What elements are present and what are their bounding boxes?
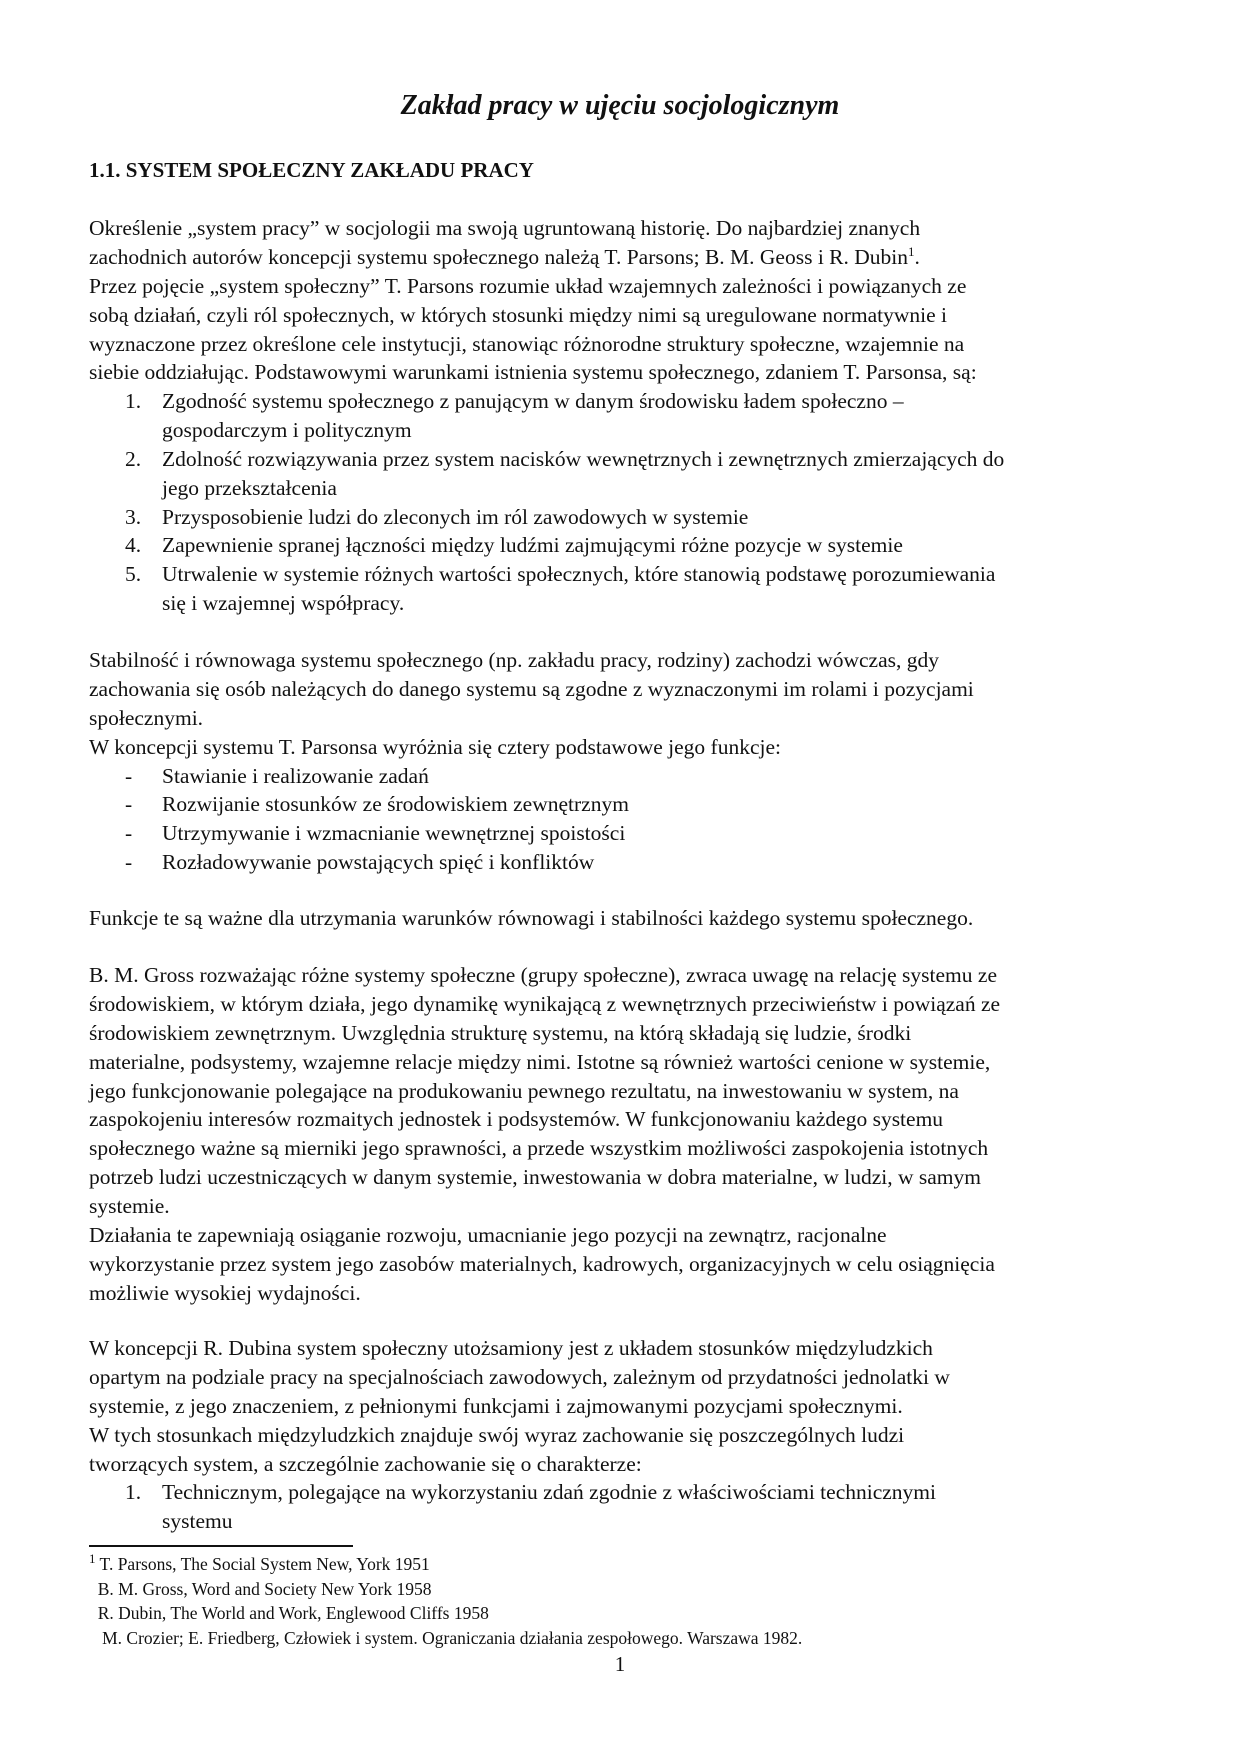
document-title: Zakład pracy w ujęciu socjologicznym	[400, 90, 840, 121]
text-line: Stabilność i równowaga systemu społecznego (np. zakładu pracy, rodziny) zachodzi wówczas, gdy	[89, 648, 939, 672]
list-item	[89, 503, 1004, 532]
list-number: 4.	[125, 533, 142, 558]
footnote-line: R. Dubin, The World and Work, Englewood Cliffs 1958	[89, 1603, 489, 1623]
bullet-marker: -	[125, 850, 133, 875]
text-line: siebie oddziałując. Podstawowymi warunkami istnienia systemu społecznego, zdaniem T. Parsonsa, są:	[89, 360, 977, 385]
list-number: 3.	[125, 504, 142, 529]
text-line: tworzących system, a szczególnie zachowanie się o charakterze:	[89, 1451, 642, 1476]
text-line: Zdolność rozwiązywania przez system nacisków wewnętrznych i zewnętrznych zmierzających do	[162, 446, 1005, 471]
text-line: się i wzajemnej współpracy.	[162, 591, 405, 616]
text-line: Przez pojęcie „system społeczny” T. Parsons rozumie układ wzajemnych zależności i powiązanych ze	[89, 273, 967, 298]
footnote-line: B. M. Gross, Word and Society New York 1958	[89, 1578, 432, 1599]
bullet-item	[89, 762, 974, 791]
text-line: Zapewnienie spranej łączności między ludźmi zajmującymi różne pozycje w systemie	[162, 533, 903, 558]
list-item	[89, 1478, 950, 1536]
list-item	[89, 560, 1004, 618]
text-line: wykorzystanie przez system jego zasobów materialnych, kadrowych, organizacyjnych w celu osiągnięcia	[89, 1251, 995, 1276]
text-line: W tych stosunkach międzyludzkich znajduje swój wyraz zachowanie się poszczególnych ludzi	[89, 1422, 905, 1447]
conditions-list	[89, 387, 1004, 618]
paragraph-stability	[89, 646, 974, 877]
text-line: Stawianie i realizowanie zadań	[162, 763, 429, 788]
text-line	[89, 243, 977, 272]
list-number: 5.	[125, 562, 142, 587]
paragraph-intro	[89, 214, 977, 387]
text-line: systemie.	[89, 1194, 170, 1219]
footnote-separator	[89, 1545, 353, 1547]
list-number: 1.	[125, 389, 142, 413]
page-number: 1	[614, 1652, 626, 1676]
text-line: społecznymi.	[89, 705, 204, 730]
bullet-item	[89, 790, 974, 819]
text-line: Przysposobienie ludzi do zleconych im ról zawodowych w systemie	[162, 504, 749, 529]
text-line: wyznaczone przez określone cele instytucji, stanowiąc różnorodne struktury społeczne, wzajemnie na	[89, 331, 965, 356]
bullet-marker: -	[125, 792, 133, 817]
list-item	[89, 445, 1004, 503]
text-line: Technicznym, polegające na wykorzystaniu zdań zgodnie z właściwościami technicznymi	[162, 1480, 936, 1505]
paragraph-gross	[89, 961, 1000, 1308]
text-line: potrzeb ludzi uczestniczących w danym systemie, inwestowania w dobra materialne, w ludzi, w samym	[89, 1165, 981, 1190]
text-line: sobą działań, czyli ról społecznych, w których stosunki między nimi są uregulowane normatywnie i	[89, 302, 947, 327]
text-line: Rozładowywanie powstających spięć i konfliktów	[162, 850, 595, 875]
list-number: 2.	[125, 446, 142, 471]
list-number: 1.	[125, 1480, 142, 1505]
text-line: W koncepcji systemu T. Parsonsa wyróżnia się cztery podstawowe jego funkcje:	[89, 734, 781, 759]
text-line: systemu	[162, 1509, 233, 1534]
paragraph-functions	[89, 904, 973, 933]
bullet-marker: -	[125, 821, 133, 846]
text-line: Rozwijanie stosunków ze środowiskiem zewnętrznym	[162, 792, 629, 817]
footnote-marker: 1	[89, 1551, 96, 1567]
text-line: Zgodność systemu społecznego z panującym w danym środowisku ładem społeczno –	[162, 389, 904, 413]
list-item	[89, 387, 1004, 445]
punctuation: .	[914, 244, 920, 269]
text-line: środowiskiem, w którym działa, jego dynamikę wynikającą z wewnętrznych przeciwieństw i powiązań ze	[89, 991, 1001, 1016]
text-line-content: zachodnich autorów koncepcji systemu społecznego należą T. Parsons; B. M. Geoss i R. Dubin	[89, 244, 909, 269]
footnote-text: T. Parsons, The Social System New, York 1951	[95, 1554, 430, 1574]
text-line: jego funkcjonowanie polegające na produkowaniu pewnego rezultatu, na inwestowaniu w system, na	[89, 1078, 959, 1103]
text-line: Określenie „system pracy” w socjologii ma swoją ugruntowaną historię. Do najbardziej znanych	[89, 216, 921, 240]
text-line: zaspokojeniu interesów rozmaitych jednostek i podsystemów. W funkcjonowaniu każdego systemu	[89, 1107, 944, 1132]
text-line: systemie, z jego znaczeniem, z pełnionymi funkcjami i zajmowanymi pozycjami społecznymi.	[89, 1393, 903, 1418]
text-line: Funkcje te są ważne dla utrzymania warunków równowagi i stabilności każdego systemu społecznego.	[89, 906, 974, 930]
text-line: Utrwalenie w systemie różnych wartości społecznych, które stanowią podstawę porozumiewania	[162, 562, 996, 587]
text-line: B. M. Gross rozważając różne systemy społeczne (grupy społeczne), zwraca uwagę na relację systemu ze	[89, 963, 997, 987]
list-item	[89, 531, 1004, 560]
bullet-item	[89, 819, 974, 848]
footnote-line: M. Crozier; E. Friedberg, Człowiek i system. Ograniczania działania zespołowego. Warszawa 1982.	[89, 1627, 803, 1648]
text-line: jego przekształcenia	[162, 475, 337, 500]
text-line: społecznego ważne są mierniki jego sprawności, a przede wszystkim możliwości zaspokojenia istotnych	[89, 1136, 989, 1161]
text-line: możliwie wysokiej wydajności.	[89, 1280, 361, 1305]
text-line: gospodarczym i politycznym	[162, 417, 412, 442]
text-line: Działania te zapewniają osiąganie rozwoju, umacnianie jego pozycji na zewnątrz, racjonalne	[89, 1223, 887, 1248]
footnote-reference[interactable]: 1	[908, 243, 915, 259]
text-line: zachowania się osób należących do danego systemu są zgodne z wyznaczonymi im rolami i pozycjami	[89, 676, 974, 701]
section-heading: 1.1. SYSTEM SPOŁECZNY ZAKŁADU PRACY	[89, 158, 534, 182]
footnotes	[89, 1552, 802, 1650]
bullet-item	[89, 848, 974, 877]
bullet-marker: -	[125, 763, 133, 788]
text-line: Utrzymywanie i wzmacnianie wewnętrznej spoistości	[162, 821, 626, 846]
text-line: opartym na podziale pracy na specjalnościach zawodowych, zależnym od przydatności jednolatki w	[89, 1364, 950, 1389]
text-line: środowiskiem zewnętrznym. Uwzględnia strukturę systemu, na którą składają się ludzie, środki	[89, 1020, 912, 1045]
footnote-line	[89, 1552, 802, 1577]
text-line: materialne, podsystemy, wzajemne relacje między nimi. Istotne są również wartości cenione w systemie,	[89, 1049, 991, 1074]
text-line: W koncepcji R. Dubina system społeczny utożsamiony jest z układem stosunków międzyludzkich	[89, 1336, 933, 1360]
paragraph-dubin	[89, 1334, 950, 1536]
